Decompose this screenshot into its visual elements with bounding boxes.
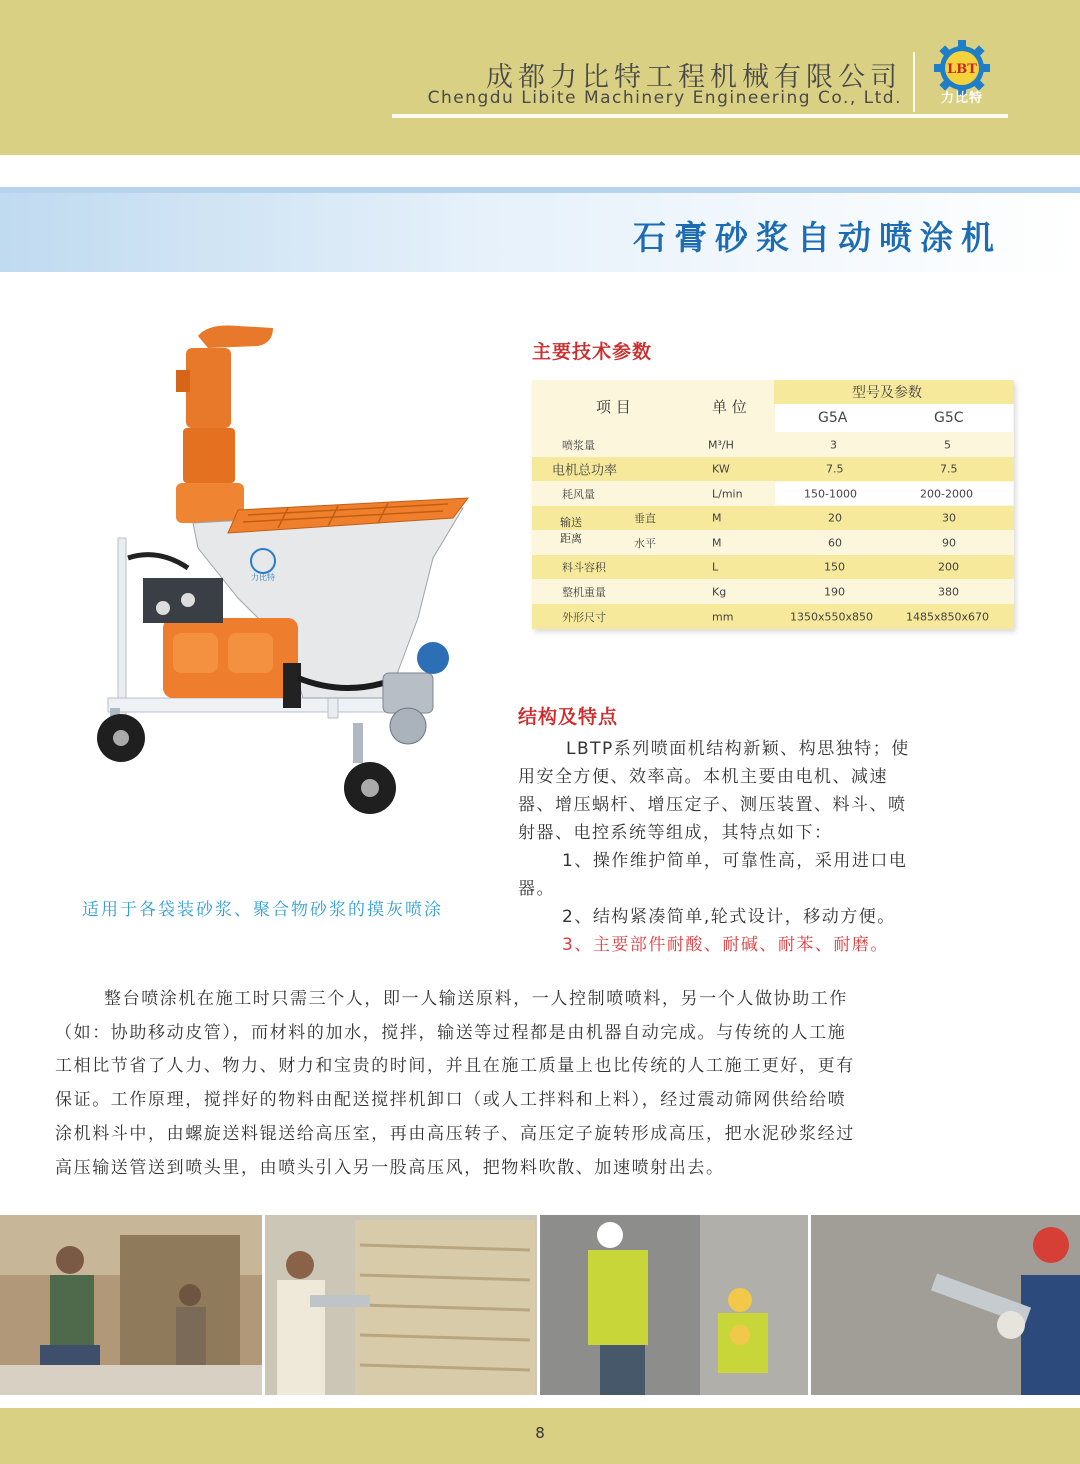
spec-row xyxy=(532,506,1014,530)
spec-value-a: 190 xyxy=(824,585,845,598)
structure-line: 2、结构紧凑简单,轮式设计，移动方便。 xyxy=(562,907,896,927)
spec-value-b: 1485x850x670 xyxy=(906,610,990,623)
header-underline xyxy=(392,114,1008,118)
spec-value-a: 150 xyxy=(824,560,845,574)
spec-value-b: 30 xyxy=(942,511,956,525)
transport-distance-label-2: 距离 xyxy=(560,532,582,545)
spec-unit: L/min xyxy=(712,487,743,500)
spec-row xyxy=(532,604,1014,629)
work-photo-4 xyxy=(811,1215,1080,1395)
spec-item: 电机总功率 xyxy=(552,463,618,479)
work-photo-2 xyxy=(265,1215,537,1395)
transport-distance-label-1: 输送 xyxy=(560,516,582,529)
svg-text:力比特: 力比特 xyxy=(251,573,275,582)
spec-unit: KW xyxy=(712,462,730,476)
logo-caption: 力比特 xyxy=(940,91,983,106)
body-line: 涂机料斗中，由螺旋送料锟送给高压室，再由高压转子、高压定子旋转形成高压，把水泥砂浆经过 xyxy=(55,1124,855,1144)
spec-value-b: 200-2000 xyxy=(920,487,973,500)
spec-unit: M xyxy=(712,536,722,549)
spec-unit: Kg xyxy=(712,585,727,598)
title-band-strip xyxy=(0,187,1080,193)
spec-item: 喷浆量 xyxy=(562,438,595,452)
spec-row xyxy=(532,579,1014,604)
item-header: 项 目 xyxy=(596,398,631,416)
spec-value-a: 60 xyxy=(828,536,842,549)
spec-row xyxy=(532,555,1014,579)
svg-text:LBT: LBT xyxy=(947,62,977,77)
spec-value-a: 20 xyxy=(828,511,842,525)
machine-caption: 适用于各袋装砂浆、聚合物砂浆的摸灰喷涂 xyxy=(82,900,443,920)
structure-line: 3、主要部件耐酸、耐碱、耐苯、耐磨。 xyxy=(562,935,889,955)
spec-table xyxy=(532,380,1014,629)
spec-row xyxy=(532,432,1014,457)
spec-unit: mm xyxy=(712,610,734,623)
structure-line: 射器、电控系统等组成，其特点如下： xyxy=(518,823,833,843)
spec-value-b: 380 xyxy=(938,585,959,598)
structure-line: LBTP系列喷面机结构新颖、构思独特；使 xyxy=(566,739,910,759)
model-b-header: G5C xyxy=(934,410,964,426)
spec-section-title: 主要技术参数 xyxy=(532,341,653,363)
spec-value-a: 7.5 xyxy=(826,462,844,476)
page-title: 石膏砂浆自动喷涂机 xyxy=(633,218,1002,257)
work-photo-3 xyxy=(540,1215,808,1395)
body-line: 整台喷涂机在施工时只需三个人，即一人输送原料，一人控制喷喷料，另一个人做协助工作 xyxy=(104,989,848,1009)
body-line: 工相比节省了人力、物力、财力和宝贵的时间，并且在施工质量上也比传统的人工施工更好，更有 xyxy=(55,1056,855,1076)
spec-item: 垂直 xyxy=(634,512,656,525)
spec-unit: M xyxy=(712,511,722,525)
spec-value-a: 3 xyxy=(830,438,837,451)
company-name-en: Chengdu Libite Machinery Engineering Co., Ltd. xyxy=(427,88,902,108)
structure-line: 器。 xyxy=(518,879,555,899)
spec-row xyxy=(532,457,1014,481)
spec-unit: L xyxy=(712,560,719,574)
body-line: （如：协助移动皮管），而材料的加水，搅拌，输送等过程都是由机器自动完成。与传统的人工施 xyxy=(55,1023,847,1043)
company-name-cn: 成都力比特工程机械有限公司 xyxy=(486,62,902,93)
spec-value-b: 90 xyxy=(942,536,956,549)
page-number: 8 xyxy=(535,1424,545,1442)
spec-unit: M³/H xyxy=(708,438,734,451)
spec-value-b: 200 xyxy=(938,560,959,574)
structure-line: 1、操作维护简单，可靠性高，采用进口电 xyxy=(562,851,908,871)
body-line: 保证。工作原理，搅拌好的物料由配送搅拌机卸口（或人工拌料和上料），经过震动筛网供给给喷 xyxy=(55,1090,847,1110)
spec-value-b: 5 xyxy=(944,438,951,451)
header-divider xyxy=(913,52,915,112)
spec-item: 水平 xyxy=(634,536,656,550)
spec-item: 整机重量 xyxy=(562,585,606,599)
machine-image xyxy=(88,318,478,828)
spec-group-header: 型号及参数 xyxy=(852,385,922,401)
work-photo-1 xyxy=(0,1215,262,1395)
spec-value-a: 150-1000 xyxy=(804,487,857,500)
spec-row xyxy=(532,530,1014,555)
spec-item: 耗风量 xyxy=(562,487,595,501)
spec-value-b: 7.5 xyxy=(940,462,958,476)
spec-item: 料斗容积 xyxy=(562,561,606,574)
spec-item: 外形尺寸 xyxy=(562,610,606,624)
unit-header: 单 位 xyxy=(712,398,747,416)
structure-section-title: 结构及特点 xyxy=(518,706,619,728)
body-line: 高压输送管送到喷头里，由喷头引入另一股高压风，把物料吹散、加速喷射出去。 xyxy=(55,1158,725,1178)
structure-line: 用安全方便、效率高。本机主要由电机、减速 xyxy=(518,767,888,787)
spec-value-a: 1350x550x850 xyxy=(790,610,874,623)
structure-line: 器、增压蜗杆、增压定子、测压装置、料斗、喷 xyxy=(518,795,907,815)
spec-row xyxy=(532,481,1014,506)
model-a-header: G5A xyxy=(818,410,848,426)
